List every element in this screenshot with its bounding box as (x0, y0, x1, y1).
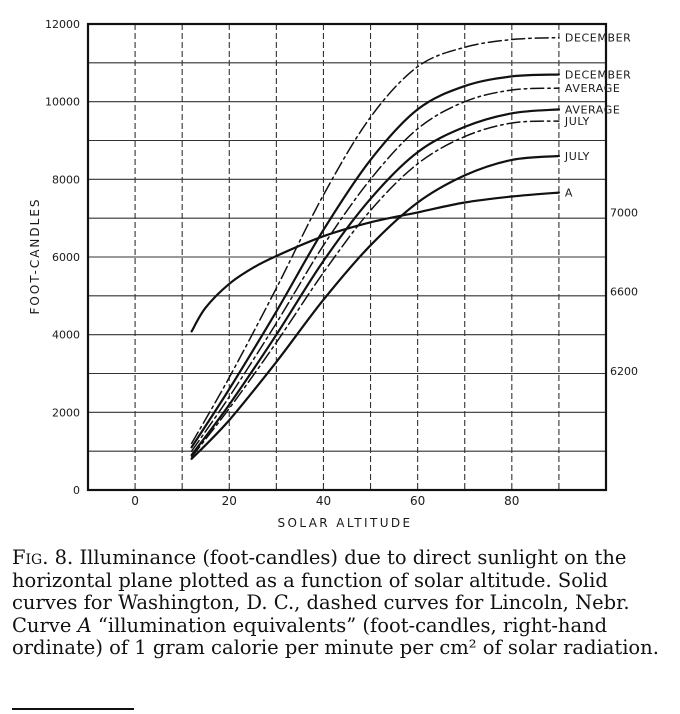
footnote-rule (12, 708, 134, 710)
x-tick-label: 80 (504, 494, 520, 508)
series-line-july-dashdot (192, 121, 559, 457)
chart-ticks (45, 18, 638, 508)
y-tick-label: 0 (73, 484, 80, 497)
series-label: AVERAGE (564, 82, 621, 96)
series-labels (564, 32, 631, 200)
x-tick-label: 40 (315, 494, 332, 508)
caption-text: Illuminance (foot-candles) due to direct sunlight on the horizontal plane plotted as a function of solar altitude. Solid curves for Washington, D. C., dashed curves for Lincoln, Nebr. Curve (12, 546, 630, 637)
y2-tick-label: 7000 (610, 206, 638, 220)
y-tick-label: 12000 (45, 18, 80, 31)
series-label: A (564, 186, 574, 200)
series-label: DECEMBER (564, 68, 632, 82)
series-line-a-solid (192, 193, 559, 332)
x-axis-label: SOLAR ALTITUDE (277, 516, 413, 530)
series-label: JULY (564, 150, 591, 164)
x-tick-label: 60 (409, 494, 426, 508)
y-tick-label: 8000 (52, 173, 80, 187)
x-tick-label: 20 (221, 494, 237, 508)
y-tick-label: 6000 (52, 251, 80, 264)
series-line-average-dashdot (192, 88, 559, 451)
y-tick-label: 10000 (45, 95, 80, 109)
y-axis-label: FOOT-CANDLES (28, 197, 42, 315)
figure-number: Fig. 8. (12, 546, 74, 569)
y-tick-label: 4000 (52, 328, 80, 342)
x-tick-label: 0 (131, 494, 139, 508)
series-line-july-solid (192, 156, 559, 459)
series-label: JULY (564, 115, 591, 129)
series-label: DECEMBER (564, 31, 632, 45)
series-line-december-solid (192, 75, 559, 448)
series-label: AVERAGE (564, 103, 621, 117)
y2-tick-label: 6600 (610, 285, 638, 299)
y-tick-label: 2000 (52, 406, 80, 420)
caption-text-continued: “illumination equivalents” (foot-candles, right-hand ordinate) of 1 gram calorie per minute per cm² of solar radiation. (12, 613, 659, 659)
y2-tick-label: 6200 (610, 365, 638, 379)
caption-curve-letter: A (77, 613, 92, 637)
chart-series (192, 38, 559, 459)
chart-grid (88, 24, 606, 490)
figure-caption (12, 547, 668, 660)
